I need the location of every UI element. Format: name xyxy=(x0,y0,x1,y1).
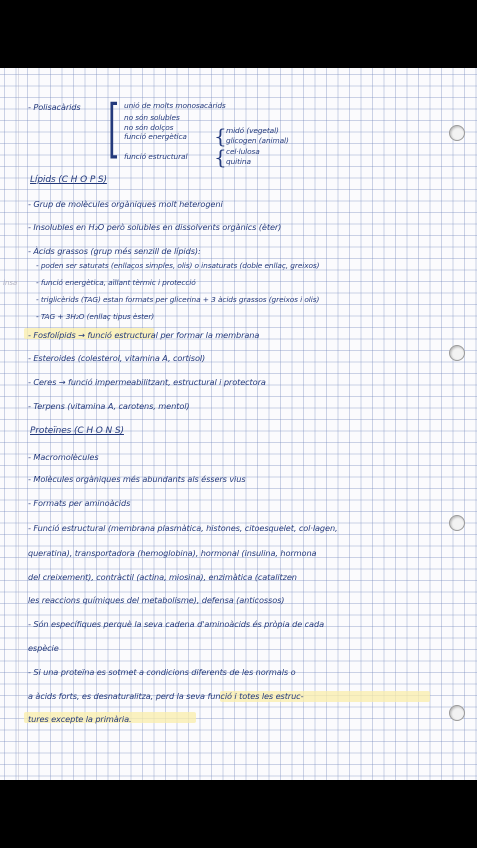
lipids-line: - Insolubles en H₂O però solubles en dissolvents orgànics (èter) xyxy=(28,222,282,232)
proteines-line: queratina), transportadora (hemoglobina), hormonal (insulina, hormona xyxy=(28,548,317,558)
lipids-subline: - TAG + 3H₂O (enllaç tipus èster) xyxy=(36,312,155,321)
proteines-line: - Macromolècules xyxy=(28,452,99,462)
polisacarids-label: - Polisacàrids xyxy=(28,102,81,112)
binder-hole xyxy=(449,705,465,721)
lipids-line: - Esteroides (colesterol, vitamina A, cortisol) xyxy=(28,353,206,363)
proteines-line: - Són específiques perquè la seva cadena d'aminoàcids és pròpia de cada xyxy=(28,619,324,629)
lipids-title: Lípids (C H O P S) xyxy=(30,175,107,185)
polisacarid-item: no són solubles xyxy=(124,113,180,122)
binder-hole xyxy=(449,515,465,531)
lipids-subline: - poden ser saturats (enllaços simples, olis) o insaturats (doble enllaç, greixos) xyxy=(36,261,320,270)
lipids-line: - Fosfolípids → funció estructural per formar la membrana xyxy=(28,330,260,340)
margin-line xyxy=(18,68,19,780)
polisacarid-item: funció estructural xyxy=(124,152,188,161)
polisacarid-item: unió de molts monosacàrids xyxy=(124,101,226,110)
proteines-line: tures excepte la primària. xyxy=(28,714,132,724)
polisacarid-item: funció energètica xyxy=(124,132,187,141)
lipids-line: - Ceres → funció impermeabilitzant, estructural i protectora xyxy=(28,377,266,387)
proteines-line: - Molècules orgàniques més abundants als éssers vius xyxy=(28,474,246,484)
proteines-line: - Formats per aminoàcids xyxy=(28,498,131,508)
binder-hole xyxy=(449,345,465,361)
proteines-line: - Si una proteïna es sotmet a condicions diferents de les normals o xyxy=(28,667,296,677)
proteines-title: Proteïnes (C H O N S) xyxy=(30,426,124,436)
lipids-line: - Àcids grassos (grup més senzill de lípids): xyxy=(28,246,201,256)
bracket: [ xyxy=(108,92,120,166)
polisacarid-subitem: midó (vegetal) xyxy=(226,126,279,135)
brace: { xyxy=(214,145,227,169)
binder-hole xyxy=(449,125,465,141)
polisacarid-subitem: quitina xyxy=(226,157,251,166)
proteines-line: espècie xyxy=(28,643,59,653)
lipids-subline: - triglicèrids (TAG) estan formats per glicerina + 3 àcids grassos (greixos i olis) xyxy=(36,295,320,304)
proteines-line: a àcids forts, es desnaturalitza, perd la seva funció i totes les estruc- xyxy=(28,691,304,701)
margin-mark: lnsa xyxy=(3,279,18,287)
polisacarid-subitem: cel·lulosa xyxy=(226,147,260,156)
lipids-subline: - funció energètica, aïllant tèrmic i protecció xyxy=(36,278,196,287)
lipids-line: - Grup de molècules orgàniques molt heterogeni xyxy=(28,199,223,209)
polisacarid-subitem: glicogen (animal) xyxy=(226,136,289,145)
proteines-line: - Funció estructural (membrana plasmàtica, histones, citoesquelet, col·lagen, xyxy=(28,523,338,533)
polisacarid-item: no són dolços xyxy=(124,123,174,132)
brace: { xyxy=(214,124,227,148)
lipids-line: - Terpens (vitamina A, carotens, mentol) xyxy=(28,401,190,411)
proteines-line: les reaccions químiques del metabolisme), defensa (anticossos) xyxy=(28,595,285,605)
proteines-line: del creixement), contràctil (actina, miosina), enzimàtica (catalitzen xyxy=(28,572,297,582)
notebook-page xyxy=(0,68,477,780)
